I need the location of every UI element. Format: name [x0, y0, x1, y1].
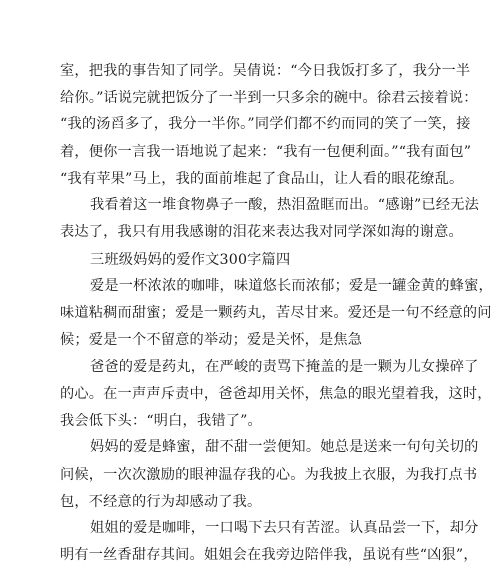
text-line: “我的汤舀多了，我分一半你。”同学们都不约而同的笑了一笑，接: [60, 116, 471, 133]
text-line: 包，不经意的行为却感动了我。: [60, 493, 262, 510]
text-line: 我会低下头：“明白，我错了”。: [60, 412, 262, 429]
text-line: 姐姐的爱是咖啡，一口喝下去只有苦涩。认真品尝一下，却分: [90, 520, 479, 537]
text-line: 爱是一杯浓浓的咖啡，味道悠长而浓郁；爱是一罐金黄的蜂蜜，: [90, 278, 493, 295]
text-line: 妈妈的爱是蜂蜜，甜不甜一尝便知。她总是送来一句句关切的: [90, 439, 479, 456]
text-line: 问候，一次次激励的眼神温存我的心。为我披上衣服，为我打点书: [60, 466, 478, 483]
text-line: 给你。”话说完就把饭分了一半到一只多余的碗中。徐君云接着说：: [60, 89, 478, 106]
section-heading: 三班级妈妈的爱作文300字篇四: [90, 251, 291, 268]
text-line: 爸爸的爱是药丸，在严峻的责骂下掩盖的是一颗为儿女操碎了: [90, 359, 479, 376]
text-line: 表达了，我只有用我感谢的泪花来表达我对同学深如海的谢意。: [60, 224, 463, 241]
text-line: 着，便你一言我一语地说了起来：“我有一包便利面。”“我有面包”: [60, 143, 472, 160]
text-line: 明有一丝香甜存其间。姐姐会在我旁边陪伴我，虽说有些“凶狠”，: [60, 547, 478, 563]
text-line: 味道粘稠而甜蜜；爱是一颗药丸，苦尽甘来。爱还是一句不经意的问: [60, 305, 492, 321]
text-line: “我有苹果”马上，我的面前堆起了食品山，让人看的眼花缭乱。: [60, 170, 464, 187]
text-line: 室，把我的事告知了同学。吴倩说：“今日我饭打多了，我分一半: [60, 63, 471, 79]
text-line: 的心。在一声声斥责中，爸爸却用关怀，焦急的眼光望着我，这时，: [60, 385, 492, 402]
text-line: 候；爱是一个不留意的举动；爱是关怀，是焦急: [60, 331, 363, 348]
text-line: 我看着这一堆食物鼻子一酸，热泪盈眶而出。“感谢”已经无法: [90, 197, 479, 214]
